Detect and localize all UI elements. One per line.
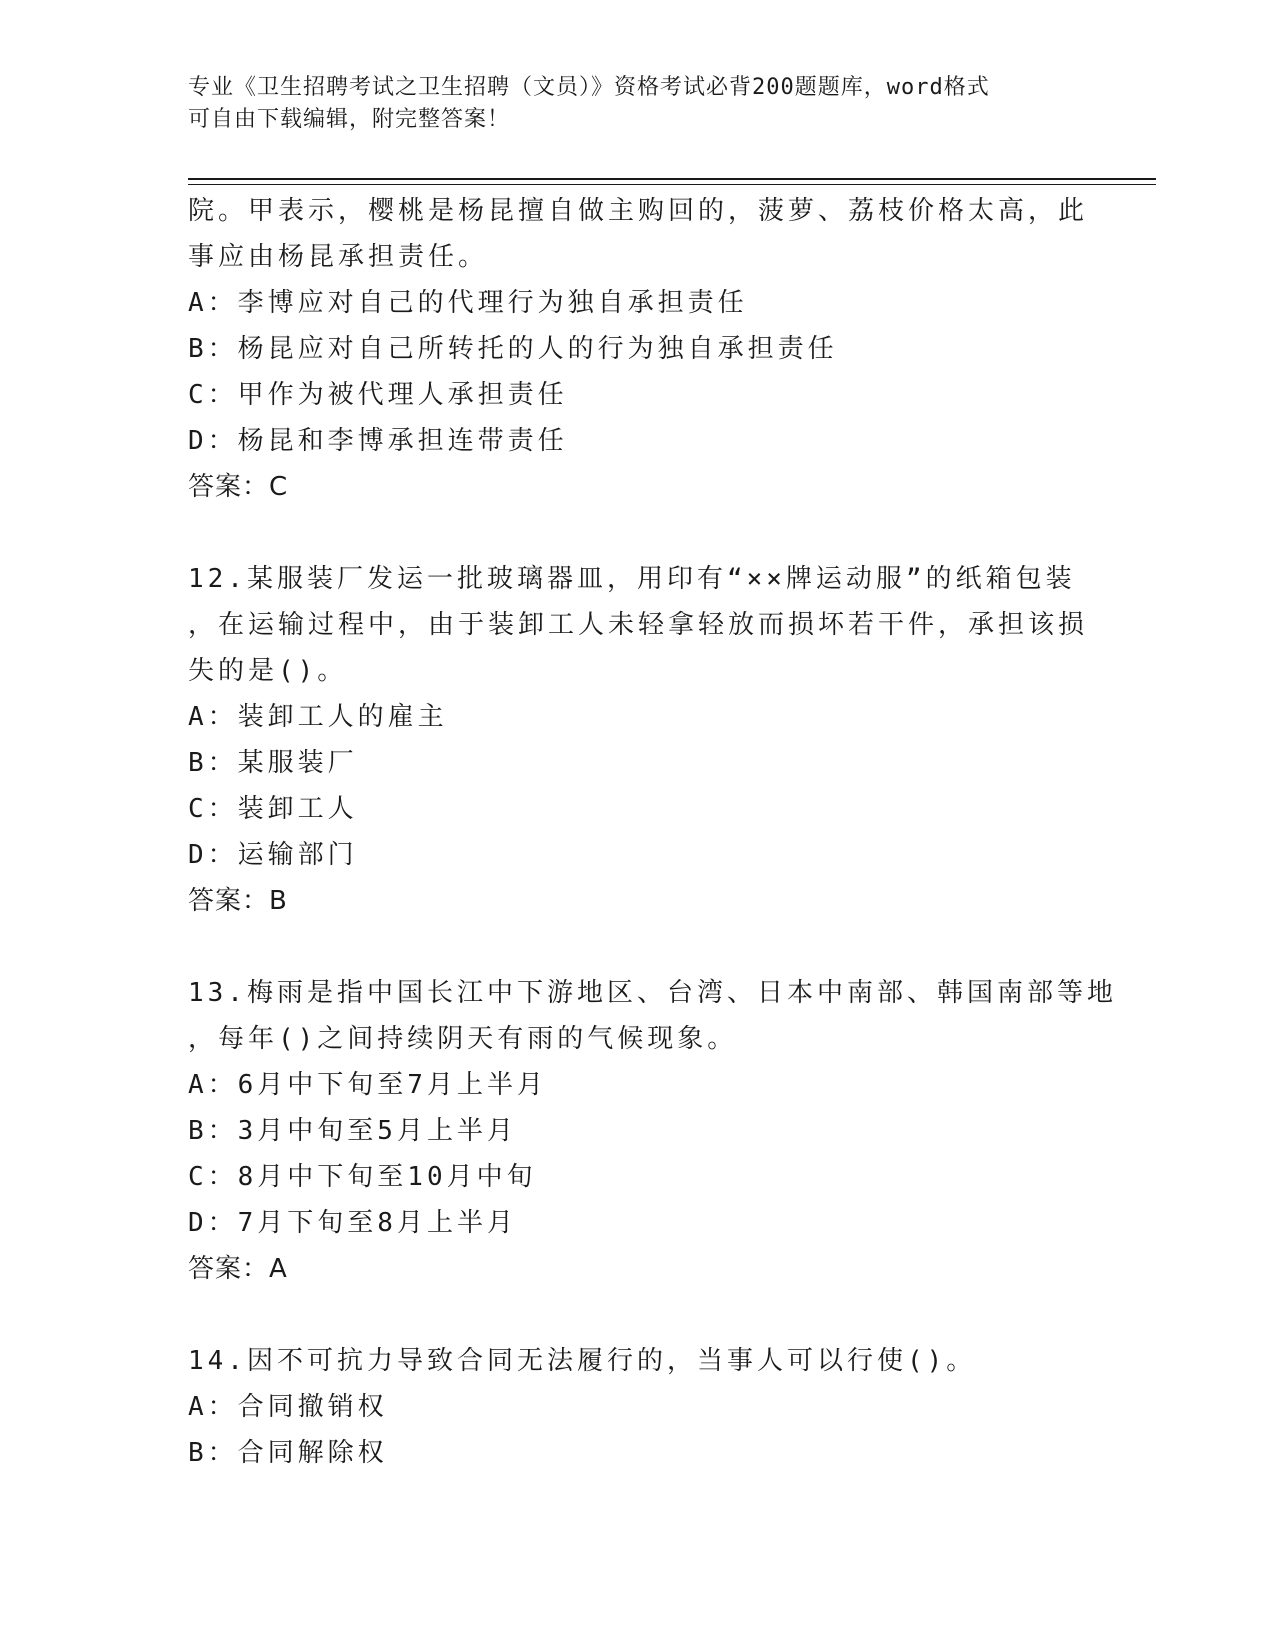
- question-14: [188, 1338, 1088, 1476]
- option-a: A：合同撤销权: [188, 1392, 388, 1422]
- option-b: B：3月中旬至5月上半月: [188, 1116, 517, 1146]
- question-11: [188, 188, 1088, 510]
- question-stem-line: ，每年()之间持续阴天有雨的气候现象。: [188, 1024, 738, 1054]
- option-d: D：运输部门: [188, 840, 358, 870]
- option-c: C：装卸工人: [188, 794, 358, 824]
- option-a: A：6月中下旬至7月上半月: [188, 1070, 547, 1100]
- option-b: B：某服装厂: [188, 748, 358, 778]
- option-c: C：甲作为被代理人承担责任: [188, 380, 568, 410]
- spacer: [188, 1292, 1088, 1338]
- header-line-2: 可自由下载编辑，附完整答案！: [188, 107, 511, 132]
- question-12: [188, 556, 1088, 924]
- header-divider-thick: [188, 178, 1156, 180]
- question-list: [188, 188, 1117, 1476]
- question-stem-line: 院。甲表示，樱桃是杨昆擅自做主购回的，菠萝、荔枝价格太高，此: [188, 196, 1089, 226]
- answer-label: 答案：A: [188, 1254, 288, 1284]
- option-a: A：装卸工人的雇主: [188, 702, 448, 732]
- question-13: [188, 970, 1117, 1292]
- option-b: B：杨昆应对自己所转托的人的行为独自承担责任: [188, 334, 838, 364]
- document-header: [188, 72, 1068, 136]
- option-c: C：8月中下旬至10月中旬: [188, 1162, 537, 1192]
- question-stem-line: 事应由杨昆承担责任。: [188, 242, 489, 272]
- header-line-1: 专业《卫生招聘考试之卫生招聘（文员）》资格考试必背200题题库，word格式: [188, 75, 990, 100]
- answer-label: 答案：C: [188, 472, 289, 502]
- header-divider-thin: [188, 184, 1156, 185]
- question-stem-line: 失的是()。: [188, 656, 348, 686]
- option-d: D：7月下旬至8月上半月: [188, 1208, 517, 1238]
- option-a: A：李博应对自己的代理行为独自承担责任: [188, 288, 748, 318]
- answer-label: 答案：B: [188, 886, 288, 916]
- option-b: B：合同解除权: [188, 1438, 388, 1468]
- spacer: [188, 924, 1088, 970]
- question-stem-line: 13.梅雨是指中国长江中下游地区、台湾、日本中南部、韩国南部等地: [188, 978, 1117, 1008]
- spacer: [188, 510, 1088, 556]
- question-stem-line: ，在运输过程中，由于装卸工人未轻拿轻放而损坏若干件，承担该损: [188, 610, 1089, 640]
- question-stem-line: 12.某服装厂发运一批玻璃器皿，用印有“××牌运动服”的纸箱包装: [188, 564, 1076, 594]
- question-stem-line: 14.因不可抗力导致合同无法履行的，当事人可以行使()。: [188, 1346, 977, 1376]
- option-d: D：杨昆和李博承担连带责任: [188, 426, 568, 456]
